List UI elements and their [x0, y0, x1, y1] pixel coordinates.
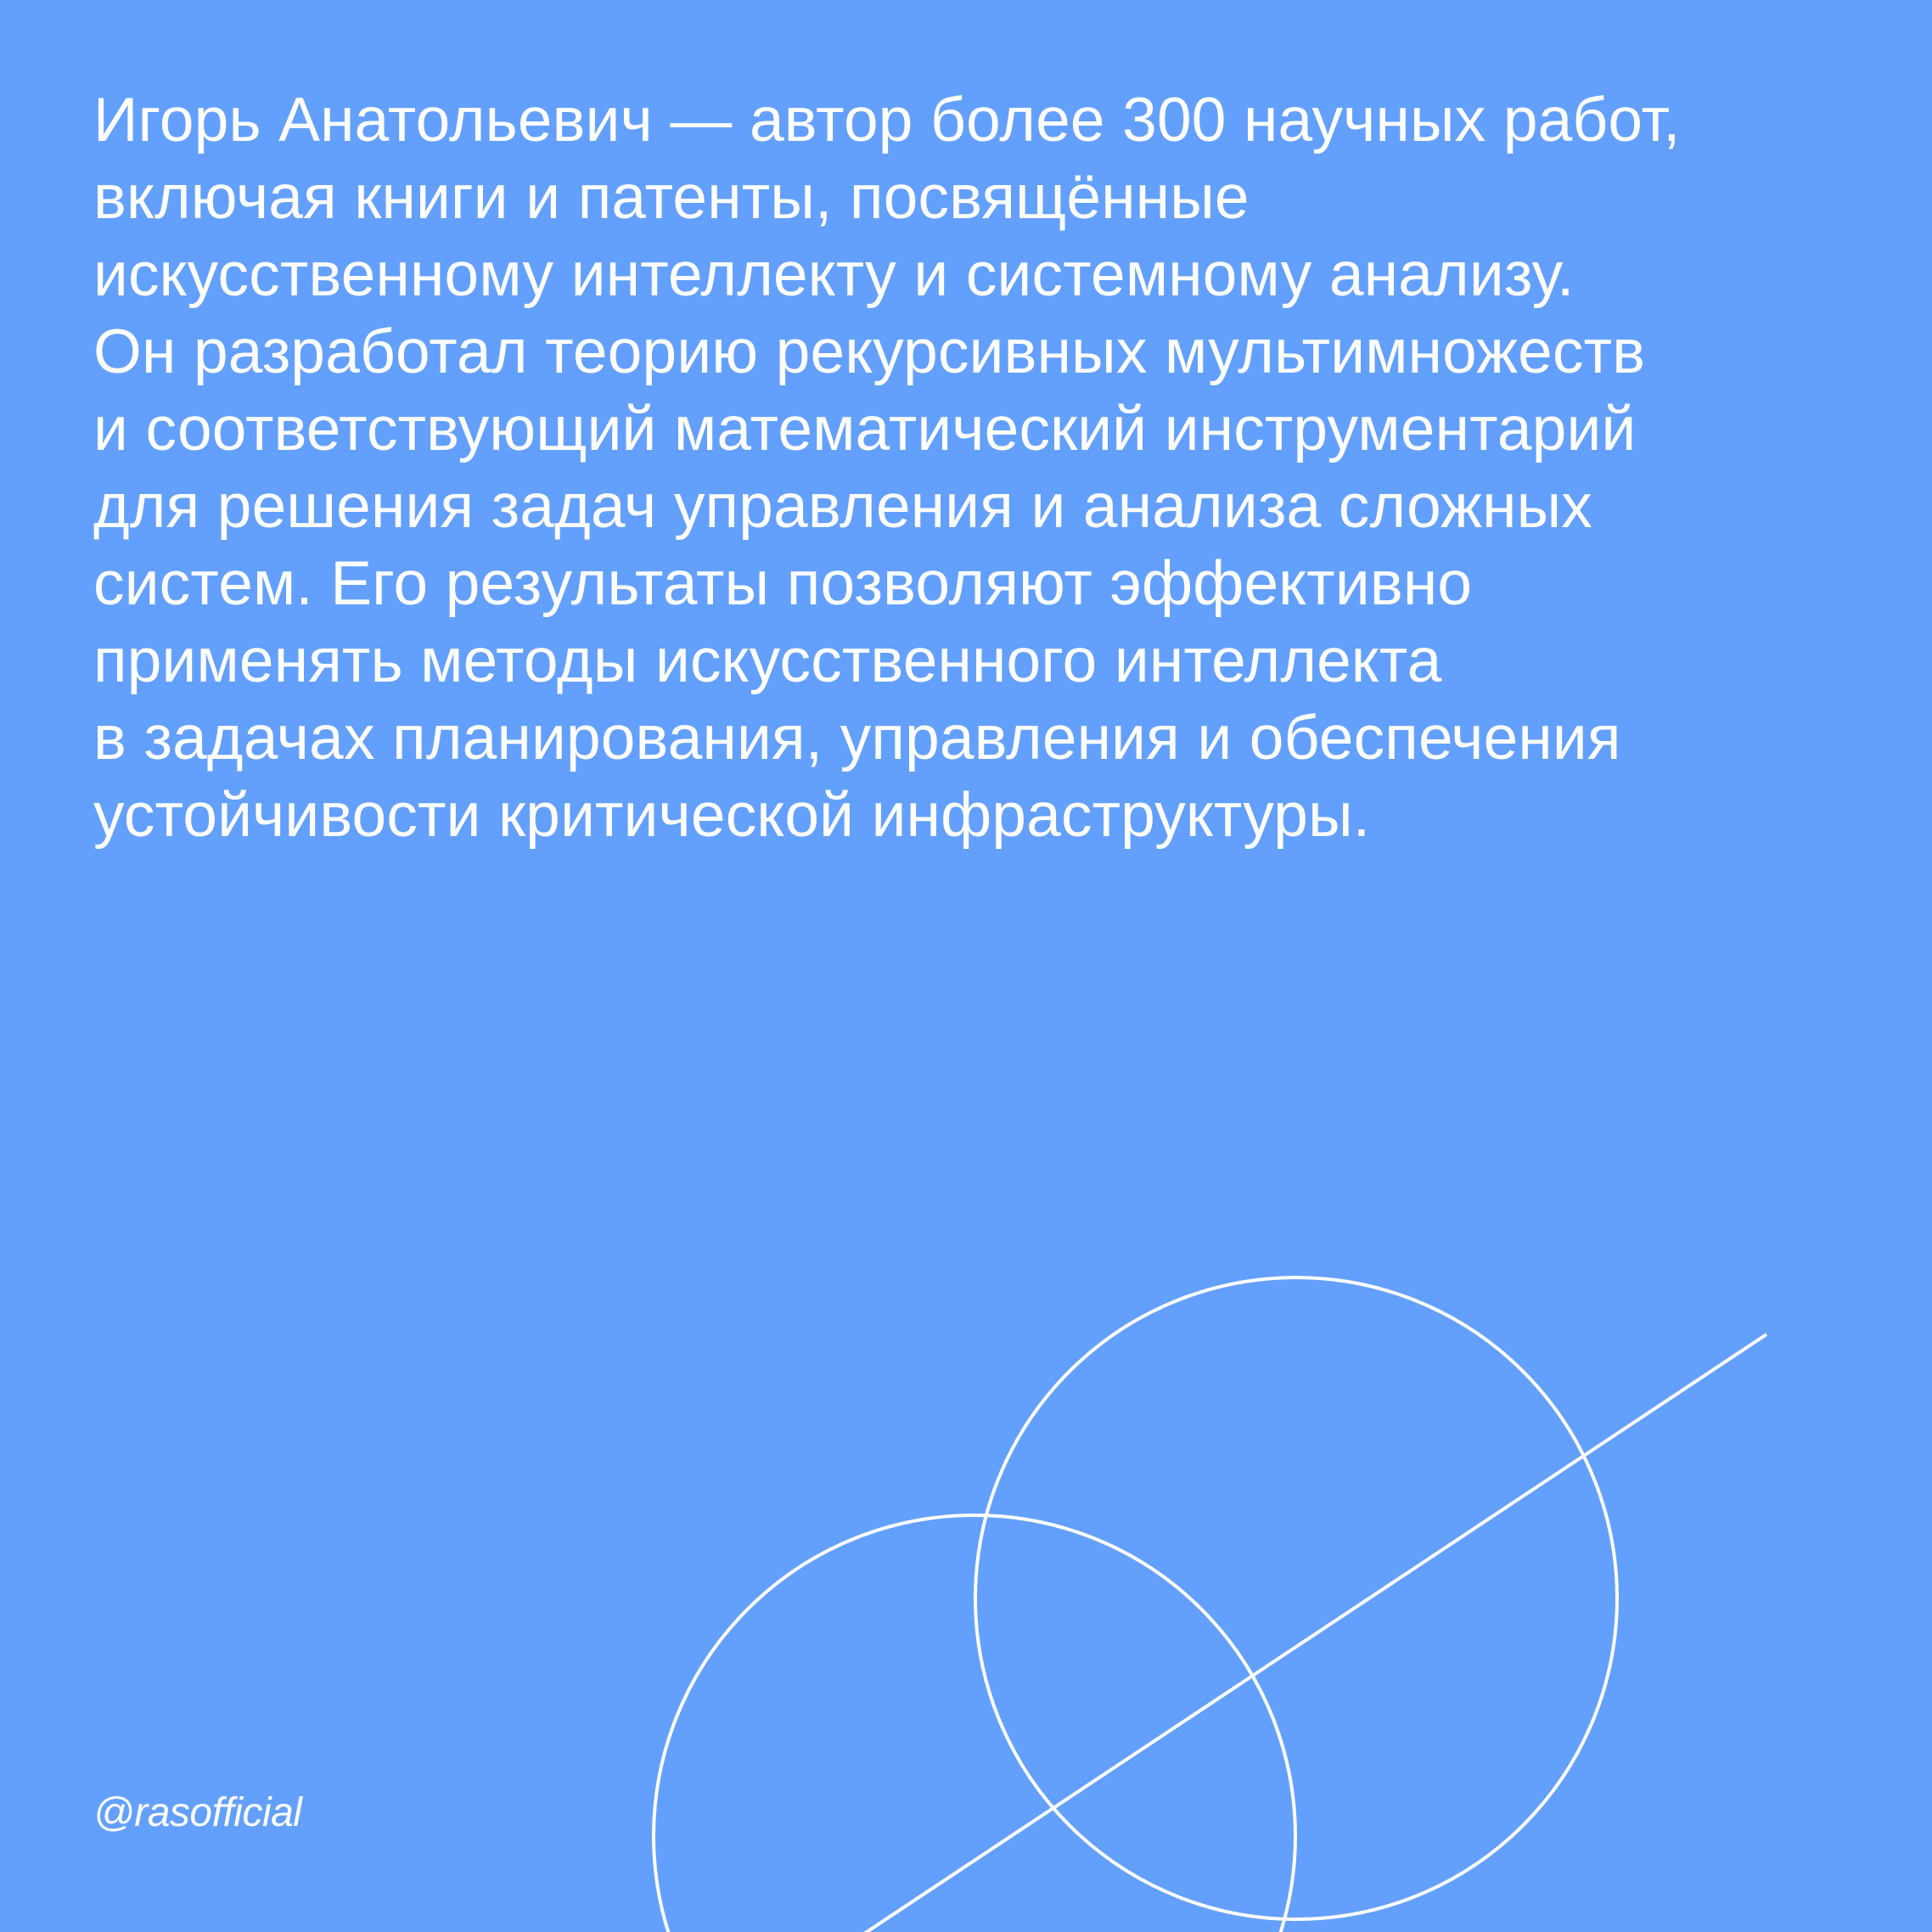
bio-line: искусственному интеллекту и системному анализу.: [93, 240, 1575, 309]
bio-line: для решения задач управления и анализа сложных: [93, 472, 1592, 541]
bio-line: систем. Его результаты позволяют эффективно: [93, 549, 1473, 618]
bio-line: Он разработал теорию рекурсивных мультимножеств: [93, 317, 1646, 386]
bio-line: устойчивости критической инфраструктуры.: [93, 781, 1371, 850]
bio-line: Игорь Анатольевич — автор более 300 научных работ,: [93, 86, 1681, 154]
bio-line: применять методы искусственного интеллекта: [93, 626, 1442, 695]
social-handle: @rasofficial: [93, 1790, 302, 1835]
diagonal-line: [862, 1334, 1766, 1932]
bio-line: включая книги и патенты, посвящённые: [93, 163, 1250, 232]
bio-line: в задачах планирования, управления и обеспечения: [93, 704, 1621, 772]
bio-line: и соответствующий математический инструментарий: [93, 395, 1637, 463]
